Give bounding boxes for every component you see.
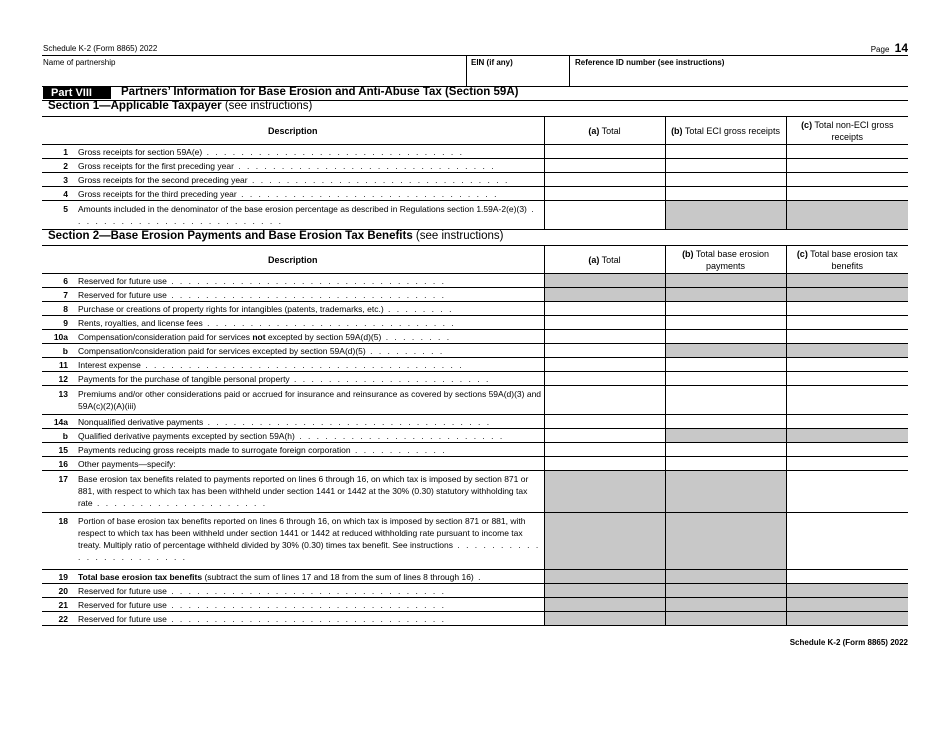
line-1-b-field[interactable]: [665, 145, 786, 159]
line-19-b-shaded: [665, 570, 786, 584]
page-label-text: Page: [870, 45, 890, 54]
line-22-b-shaded: [665, 612, 786, 626]
column-b-label: Total ECI gross receipts: [684, 125, 780, 136]
line-12-c-field[interactable]: [786, 372, 908, 386]
line-description: Total base erosion tax benefits (subtract the sum of lines 17 and 18 from the sum of lines 8 through 16) .: [72, 570, 544, 584]
line-20-c-shaded: [786, 584, 908, 598]
line-text: Qualified derivative payments excepted by section 59A(h): [78, 430, 295, 441]
table-row: [42, 443, 908, 457]
column-b-label: Total base erosion payments: [695, 248, 769, 271]
line-number: 6: [42, 274, 72, 288]
line-number: 11: [42, 358, 72, 372]
line-description: Payments for the purchase of tangible personal property . . . . . . . . . . . . . . . . . . . . . . .: [72, 372, 544, 386]
line-18-a-shaded: [544, 513, 665, 570]
line-10b-a-field[interactable]: [544, 344, 665, 358]
line-12-a-field[interactable]: [544, 372, 665, 386]
line-3-a-field[interactable]: [544, 173, 665, 187]
column-b-letter: (b): [671, 125, 683, 136]
line-text: Base erosion tax benefits related to payments reported on lines 6 through 16, on which tax is imposed by section 871 or 881, with respect to which tax has been withheld under section 1441 or 1442 at the 30% (0.30) statutory withholding tax rate: [78, 474, 529, 508]
line-10a-c-field[interactable]: [786, 330, 908, 344]
section-2-table: [42, 245, 908, 626]
ein-field[interactable]: [467, 57, 568, 85]
line-18-b-shaded: [665, 513, 786, 570]
column-c-letter: (c): [801, 119, 813, 130]
table-row: [42, 386, 908, 415]
line-8-a-field[interactable]: [544, 302, 665, 316]
line-1-c-field[interactable]: [786, 145, 908, 159]
line-7-c-shaded: [786, 288, 908, 302]
table-row: [42, 201, 908, 230]
line-21-a-shaded: [544, 598, 665, 612]
page-label: [871, 41, 908, 55]
line-number: 4: [42, 187, 72, 201]
footer-form-name: Schedule K-2 (Form 8865) 2022: [789, 638, 908, 647]
line-19-c-field[interactable]: [786, 570, 908, 584]
line-16-a-field[interactable]: [544, 457, 665, 471]
line-description: Payments reducing gross receipts made to surrogate foreign corporation . . . . . . . . . . .: [72, 443, 544, 457]
line-text: Gross receipts for the first preceding year: [78, 160, 234, 171]
line-text: Reserved for future use: [78, 585, 167, 596]
section-2-title: [48, 230, 503, 242]
line-10b-c-shaded: [786, 344, 908, 358]
line-4-b-field[interactable]: [665, 187, 786, 201]
line-6-b-shaded: [665, 274, 786, 288]
line-text: Other payments—specify:: [78, 458, 176, 469]
line-description: Reserved for future use . . . . . . . . . . . . . . . . . . . . . . . . . . . . . . . .: [72, 584, 544, 598]
line-14b-b-shaded: [665, 429, 786, 443]
line-number: 2: [42, 159, 72, 173]
line-7-a-shaded: [544, 288, 665, 302]
table-row: [42, 316, 908, 330]
page-number: 14: [894, 41, 908, 55]
header-top-rule: [42, 55, 908, 56]
line-description: Portion of base erosion tax benefits reported on lines 6 through 16, on which tax is imposed by section 871 or 881, with respect to which tax has been withheld under section 1441 or 1442 at reduced withholding rate pursuant to income tax treaty. Multiply ratio of percentage withheld divided by 30% (0.30) times tax benefit. See instructions . . . . . . . . . . . . . . . . . . . . . . .: [72, 513, 544, 570]
line-5-b-shaded: [665, 201, 786, 230]
line-5-a-field[interactable]: [544, 201, 665, 230]
line-9-b-field[interactable]: [665, 316, 786, 330]
line-text-bold: not: [252, 331, 266, 342]
line-number: 9: [42, 316, 72, 330]
line-number: 19: [42, 570, 72, 584]
line-16-c-field[interactable]: [786, 457, 908, 471]
table-row: [42, 584, 908, 598]
line-text: Compensation/consideration paid for services excepted by section 59A(d)(5): [78, 345, 366, 356]
column-b-header: [665, 117, 786, 145]
section-1-title: [48, 100, 312, 112]
line-21-b-shaded: [665, 598, 786, 612]
line-2-c-field[interactable]: [786, 159, 908, 173]
line-text: Reserved for future use: [78, 599, 167, 610]
table-row: [42, 358, 908, 372]
line-text-post: (subtract the sum of lines 17 and 18 from the sum of lines 8 through 16): [202, 571, 474, 582]
line-number: 8: [42, 302, 72, 316]
line-17-a-shaded: [544, 471, 665, 513]
line-text: Reserved for future use: [78, 275, 167, 286]
line-text: Reserved for future use: [78, 613, 167, 624]
line-number: 1: [42, 145, 72, 159]
line-11-a-field[interactable]: [544, 358, 665, 372]
table-row: [42, 288, 908, 302]
line-number: 7: [42, 288, 72, 302]
line-9-a-field[interactable]: [544, 316, 665, 330]
line-21-c-shaded: [786, 598, 908, 612]
column-c-header: [786, 117, 908, 145]
line-12-b-field[interactable]: [665, 372, 786, 386]
line-text: Rents, royalties, and license fees: [78, 317, 203, 328]
column-a-letter: (a): [588, 254, 600, 265]
line-description: Reserved for future use . . . . . . . . . . . . . . . . . . . . . . . . . . . . . . . .: [72, 612, 544, 626]
line-2-a-field[interactable]: [544, 159, 665, 173]
line-description: Reserved for future use . . . . . . . . . . . . . . . . . . . . . . . . . . . . . . . .: [72, 598, 544, 612]
table-row: [42, 429, 908, 443]
line-description: [72, 386, 544, 415]
line-number: 17: [42, 471, 72, 513]
line-description: [72, 457, 544, 471]
line-4-c-field[interactable]: [786, 187, 908, 201]
column-c-label: Total non-ECI gross receipts: [814, 119, 894, 142]
line-number: 20: [42, 584, 72, 598]
line-text: Interest expense: [78, 359, 141, 370]
line-description: Amounts included in the denominator of the base erosion percentage as described in Regulations section 1.59A-2(e)(3) . . . . . . . . . . . . . . . . . . . . . . . . .: [72, 201, 544, 230]
section-1-header-row: [42, 117, 908, 145]
line-10a-a-field[interactable]: [544, 330, 665, 344]
line-number: 18: [42, 513, 72, 570]
column-c-header: [786, 246, 908, 274]
line-text: Reserved for future use: [78, 289, 167, 300]
line-number: 13: [42, 386, 72, 415]
section-1-title-text: Section 1—Applicable Taxpayer: [48, 100, 222, 112]
column-a-header: [544, 117, 665, 145]
column-a-label: Total: [601, 125, 621, 136]
part-badge: Part VIII: [43, 87, 111, 99]
section-1-note: (see instructions): [224, 100, 313, 112]
line-description: Qualified derivative payments excepted by section 59A(h) . . . . . . . . . . . . . . . . . . . . . . . .: [72, 429, 544, 443]
column-a-letter: (a): [588, 125, 600, 136]
line-number: b: [42, 344, 72, 358]
table-row: [42, 372, 908, 386]
part-title: Partners’ Information for Base Erosion and Anti-Abuse Tax (Section 59A): [121, 86, 519, 98]
line-description: Rents, royalties, and license fees . . . . . . . . . . . . . . . . . . . . . . . . . . . . .: [72, 316, 544, 330]
column-c-label: Total base erosion tax benefits: [810, 248, 898, 271]
line-number: 10a: [42, 330, 72, 344]
table-row: [42, 598, 908, 612]
line-13-c-field[interactable]: [786, 386, 908, 415]
line-6-c-shaded: [786, 274, 908, 288]
line-description: Gross receipts for the third preceding year . . . . . . . . . . . . . . . . . . . . . . . . . . . . . .: [72, 187, 544, 201]
table-row: [42, 159, 908, 173]
description-header: Description: [42, 117, 544, 145]
line-1-a-field[interactable]: [544, 145, 665, 159]
table-row: [42, 274, 908, 288]
section-2-note: (see instructions): [415, 230, 504, 242]
line-20-a-shaded: [544, 584, 665, 598]
line-13-b-field[interactable]: [665, 386, 786, 415]
column-b-letter: (b): [682, 248, 694, 259]
line-14b-c-shaded: [786, 429, 908, 443]
form-name: Schedule K-2 (Form 8865) 2022: [43, 44, 158, 53]
section-2-title-text: Section 2—Base Erosion Payments and Base Erosion Tax Benefits: [48, 230, 413, 242]
line-number: 5: [42, 201, 72, 230]
table-row: [42, 145, 908, 159]
line-3-b-field[interactable]: [665, 173, 786, 187]
reference-id-label: Reference ID number (see instructions): [575, 58, 725, 67]
line-number: b: [42, 429, 72, 443]
line-description: Gross receipts for the second preceding year . . . . . . . . . . . . . . . . . . . . . . . . . . . . . .: [72, 173, 544, 187]
line-description: Nonqualified derivative payments . . . . . . . . . . . . . . . . . . . . . . . . . . . . . . . . .: [72, 415, 544, 429]
line-2-b-field[interactable]: [665, 159, 786, 173]
line-text: Payments reducing gross receipts made to surrogate foreign corporation: [78, 444, 351, 455]
line-description: Compensation/consideration paid for services not excepted by section 59A(d)(5) . . . . . . . .: [72, 330, 544, 344]
line-number: 22: [42, 612, 72, 626]
table-row: [42, 330, 908, 344]
line-description: Purchase or creations of property rights for intangibles (patents, trademarks, etc.) . . . . . . . .: [72, 302, 544, 316]
reference-id-field[interactable]: [570, 57, 908, 85]
line-15-a-field[interactable]: [544, 443, 665, 457]
table-row: [42, 471, 908, 513]
line-17-c-field[interactable]: [786, 471, 908, 513]
table-row: [42, 570, 908, 584]
line-number: 12: [42, 372, 72, 386]
section-1-table: [42, 116, 908, 230]
column-a-label: Total: [601, 254, 621, 265]
line-number: 14a: [42, 415, 72, 429]
line-19-a-shaded: [544, 570, 665, 584]
line-6-a-shaded: [544, 274, 665, 288]
line-13-a-field[interactable]: [544, 386, 665, 415]
line-3-c-field[interactable]: [786, 173, 908, 187]
line-number: 15: [42, 443, 72, 457]
line-5-c-shaded: [786, 201, 908, 230]
line-text: Payments for the purchase of tangible personal property: [78, 373, 290, 384]
line-14b-a-field[interactable]: [544, 429, 665, 443]
line-number: 3: [42, 173, 72, 187]
line-text: Gross receipts for the second preceding year: [78, 174, 248, 185]
line-4-a-field[interactable]: [544, 187, 665, 201]
line-description: Reserved for future use . . . . . . . . . . . . . . . . . . . . . . . . . . . . . . . .: [72, 288, 544, 302]
line-text: Purchase or creations of property rights for intangibles (patents, trademarks, etc.): [78, 303, 384, 314]
line-text: Compensation/consideration paid for services: [78, 331, 253, 342]
line-description: Gross receipts for section 59A(e) . . . . . . . . . . . . . . . . . . . . . . . . . . . . . .: [72, 145, 544, 159]
line-number: 16: [42, 457, 72, 471]
line-text: Nonqualified derivative payments: [78, 416, 204, 427]
line-14a-b-field[interactable]: [665, 415, 786, 429]
line-8-b-field[interactable]: [665, 302, 786, 316]
line-14a-c-field[interactable]: [786, 415, 908, 429]
partnership-name-field[interactable]: [42, 57, 466, 85]
line-description: Interest expense . . . . . . . . . . . . . . . . . . . . . . . . . . . . . . . . . . . . .: [72, 358, 544, 372]
line-text-post: excepted by section 59A(d)(5): [265, 331, 382, 342]
line-18-c-field[interactable]: [786, 513, 908, 570]
column-c-letter: (c): [796, 248, 808, 259]
table-row: [42, 612, 908, 626]
line-9-c-field[interactable]: [786, 316, 908, 330]
table-row: [42, 457, 908, 471]
line-11-b-field[interactable]: [665, 358, 786, 372]
line-15-b-field[interactable]: [665, 443, 786, 457]
partnership-name-label: Name of partnership: [43, 58, 116, 67]
table-row: [42, 513, 908, 570]
line-text: Gross receipts for the third preceding year: [78, 188, 237, 199]
line-22-a-shaded: [544, 612, 665, 626]
line-description: Base erosion tax benefits related to payments reported on lines 6 through 16, on which tax is imposed by section 871 or 881, with respect to which tax has been withheld under section 1441 or 1442 at the 30% (0.30) statutory withholding tax rate . . . . . . . . . . . . . . . . . . . .: [72, 471, 544, 513]
table-row: [42, 187, 908, 201]
line-17-b-shaded: [665, 471, 786, 513]
line-8-c-field[interactable]: [786, 302, 908, 316]
line-text: Gross receipts for section 59A(e): [78, 146, 203, 157]
table-row: [42, 415, 908, 429]
line-20-b-shaded: [665, 584, 786, 598]
line-text-bold: Total base erosion tax benefits: [78, 571, 203, 582]
column-b-header: [665, 246, 786, 274]
line-10b-b-shaded: [665, 344, 786, 358]
table-row: [42, 344, 908, 358]
line-22-c-shaded: [786, 612, 908, 626]
line-text: Portion of base erosion tax benefits reported on lines 6 through 16, on which tax is imposed by section 871 or 881, with respect to which tax has been withheld under section 1441 or 1442 at reduced withholding rate pursuant to income tax treaty. Multiply ratio of percentage withheld divided by 30% (0.30) times tax benefit. See instructions: [78, 516, 526, 550]
line-10a-b-field[interactable]: [665, 330, 786, 344]
line-text: Amounts included in the denominator of the base erosion percentage as described in Regulations section 1.59A-2(e)(3): [78, 204, 527, 214]
table-row: [42, 302, 908, 316]
line-11-c-field[interactable]: [786, 358, 908, 372]
column-a-header: [544, 246, 665, 274]
ein-label: EIN (if any): [471, 58, 513, 67]
line-16-b-field[interactable]: [665, 457, 786, 471]
table-row: [42, 173, 908, 187]
line-text: Premiums and/or other considerations paid or accrued for insurance and reinsurance as covered by sections 59A(d)(3) and 59A(c)(2)(A)(iii): [78, 389, 542, 411]
description-header: Description: [42, 246, 544, 274]
line-description: Compensation/consideration paid for services excepted by section 59A(d)(5) . . . . . . . . .: [72, 344, 544, 358]
line-number: 21: [42, 598, 72, 612]
line-15-c-field[interactable]: [786, 443, 908, 457]
line-description: Gross receipts for the first preceding year . . . . . . . . . . . . . . . . . . . . . . . . . . . . . .: [72, 159, 544, 173]
line-7-b-shaded: [665, 288, 786, 302]
section-2-header-row: [42, 246, 908, 274]
line-description: Reserved for future use . . . . . . . . . . . . . . . . . . . . . . . . . . . . . . . .: [72, 274, 544, 288]
line-14a-a-field[interactable]: [544, 415, 665, 429]
